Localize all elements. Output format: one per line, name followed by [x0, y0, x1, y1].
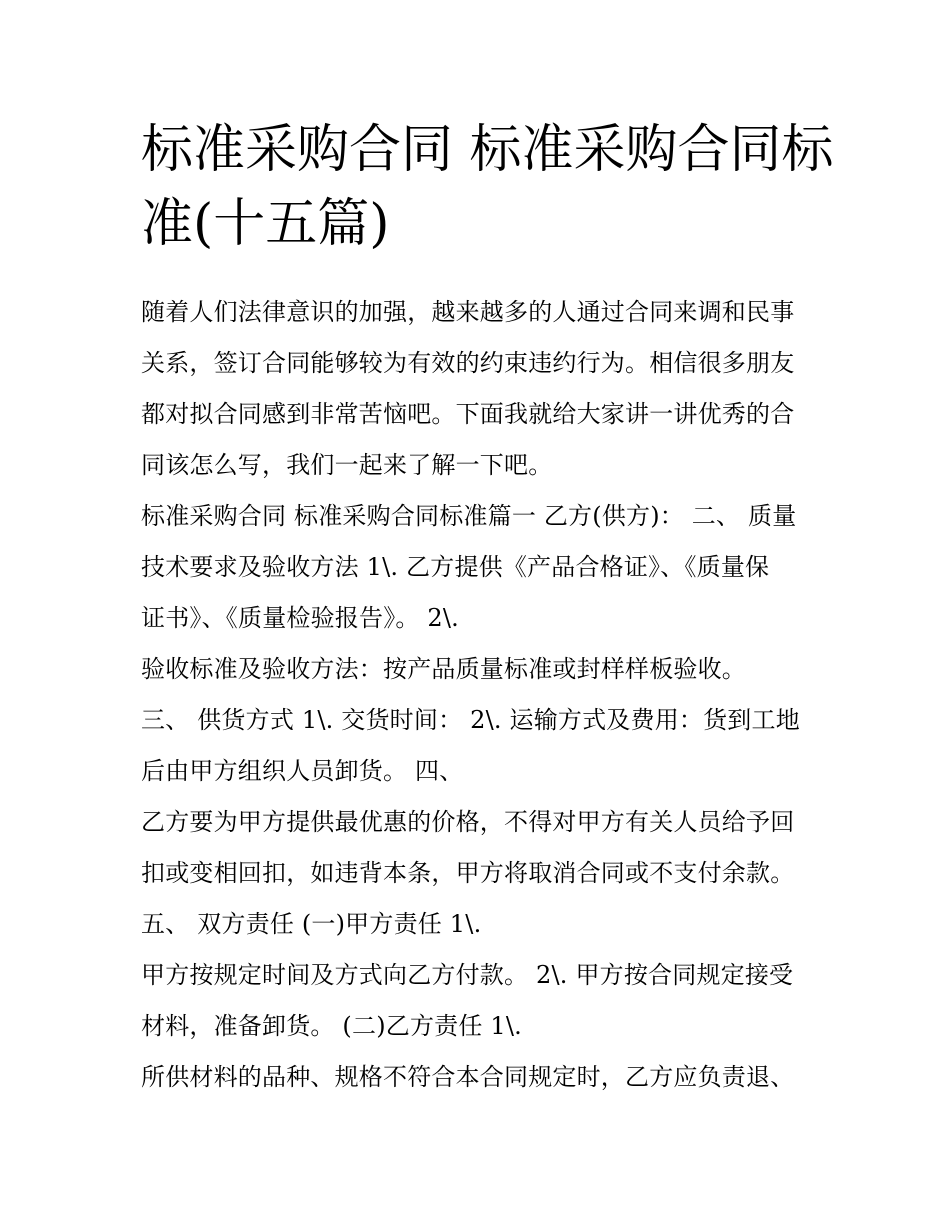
text-line: 技术要求及验收方法 1\. 乙方提供《产品合格证》、《质量保: [141, 553, 770, 581]
text-line: 五、 双方责任 (一)甲方责任 1\.: [141, 910, 482, 938]
title-line: 标准采购合同 标准采购合同标: [141, 120, 834, 180]
text-line: 材料，准备卸货。 (二)乙方责任 1\.: [141, 1012, 522, 1040]
text-line: 乙方要为甲方提供最优惠的价格，不得对甲方有关人员给予回: [141, 808, 795, 836]
text-line: 三、 供货方式 1\. 交货时间： 2\. 运输方式及费用：货到工地: [141, 706, 800, 734]
paragraph-acceptance: [141, 644, 821, 695]
text-line: 验收标准及验收方法：按产品质量标准或封样样板验收。: [141, 655, 746, 683]
document-body: [141, 287, 821, 1103]
text-line: 后由甲方组织人员卸货。 四、: [141, 757, 464, 785]
text-line: 甲方按规定时间及方式向乙方付款。 2\. 甲方按合同规定接受: [141, 961, 794, 989]
text-line: 所供材料的品种、规格不符合本合同规定时，乙方应负责退、: [141, 1063, 795, 1091]
text-line: 同该怎么写，我们一起来了解一下吧。: [141, 451, 553, 479]
paragraph-supply: [141, 695, 821, 797]
paragraph-responsibilities: [141, 899, 821, 950]
paragraph-party-a: [141, 950, 821, 1052]
paragraph-quality: [141, 491, 821, 644]
document-content: [141, 113, 834, 1103]
paragraph-intro: [141, 287, 821, 491]
title-line: 准(十五篇): [141, 194, 390, 254]
text-line: 都对拟合同感到非常苦恼吧。下面我就给大家讲一讲优秀的合: [141, 400, 795, 428]
paragraph-party-b: [141, 1052, 821, 1103]
text-line: 随着人们法律意识的加强，越来越多的人通过合同来调和民事: [141, 298, 795, 326]
text-line: 关系，签订合同能够较为有效的约束违约行为。相信很多朋友: [141, 349, 795, 377]
text-line: 扣或变相回扣，如违背本条，甲方将取消合同或不支付余款。: [141, 859, 795, 887]
document-title: [141, 113, 834, 261]
text-line: 标准采购合同 标准采购合同标准篇一 乙方(供方)： 二、 质量: [141, 502, 797, 530]
paragraph-pricing: [141, 797, 821, 899]
text-line: 证书》、《质量检验报告》。 2\.: [141, 604, 460, 632]
